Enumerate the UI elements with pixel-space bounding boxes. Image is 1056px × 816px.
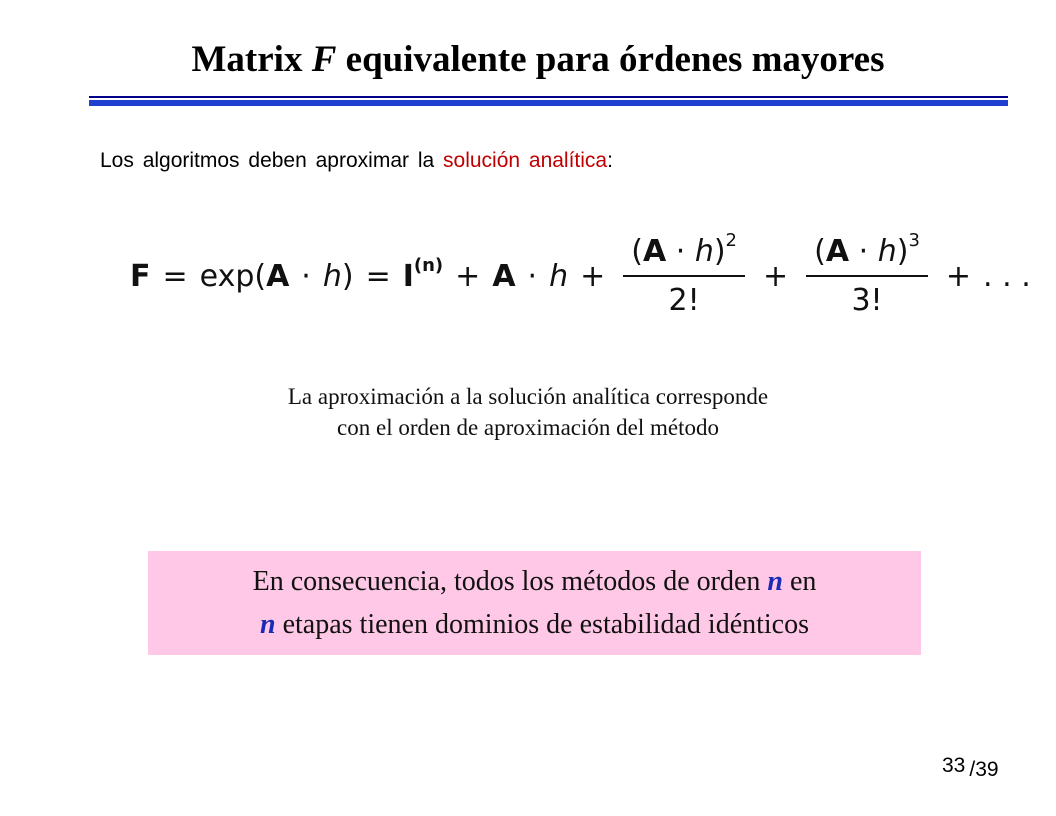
formula-plus-1: + xyxy=(455,258,481,294)
formula-A: A xyxy=(266,258,290,294)
formula xyxy=(130,226,1031,326)
title-rule-thick xyxy=(89,100,1008,106)
formula-lhs: F xyxy=(130,258,151,294)
box-line-1: En consecuencia, todos los métodos de orden n en xyxy=(252,566,817,597)
intro-end: : xyxy=(607,149,613,172)
formula-equals-2: = xyxy=(365,258,391,294)
intro-text xyxy=(100,149,613,173)
page-number xyxy=(942,754,999,781)
formula-I: I xyxy=(402,258,414,294)
intro-highlight: solución analítica xyxy=(443,149,608,172)
title-variable: F xyxy=(311,39,337,80)
title-rule-thin xyxy=(89,96,1008,98)
formula-exp-close: ) xyxy=(341,258,354,294)
box-n-2: n xyxy=(260,609,276,640)
box-line-2: n etapas tienen dominios de estabilidad idénticos xyxy=(260,609,809,640)
formula-h-2: h xyxy=(549,258,569,294)
formula-plus-3: + xyxy=(763,258,789,294)
formula-equals-1: = xyxy=(162,258,188,294)
formula-plus-2: + xyxy=(580,258,606,294)
formula-plus-4: + xyxy=(945,258,972,294)
fraction-third-order xyxy=(806,230,928,318)
fraction-second-order xyxy=(623,230,745,318)
fraction-denominator-1: 2! xyxy=(668,283,700,318)
note-text xyxy=(0,381,1056,443)
formula-I-superscript: (n) xyxy=(413,254,444,276)
page-current: 33 xyxy=(942,754,966,777)
fraction-denominator-2: 3! xyxy=(851,283,883,318)
box-n-1: n xyxy=(767,566,783,597)
title-suffix: equivalente para órdenes mayores xyxy=(336,39,885,80)
page-total: /39 xyxy=(969,758,999,781)
slide-title xyxy=(0,38,1056,81)
conclusion-box xyxy=(148,551,921,655)
formula-ellipsis: . . . xyxy=(983,258,1031,294)
formula-dot-2: · xyxy=(527,258,538,294)
formula-h: h xyxy=(322,258,342,294)
formula-dot: · xyxy=(301,258,311,294)
intro-prefix: Los algoritmos deben aproximar la xyxy=(100,149,444,172)
formula-identity xyxy=(402,254,444,294)
formula-A-2: A xyxy=(492,258,516,294)
fraction-numerator-2: $(A \cdot h)^3$ xyxy=(806,234,928,277)
title-prefix: Matrix xyxy=(191,39,312,80)
formula-exp-open: exp( xyxy=(199,258,267,294)
note-line-1: La aproximación a la solución analítica corresponde xyxy=(287,384,769,409)
note-line-2: con el orden de aproximación del método xyxy=(337,415,719,440)
fraction-numerator-1: $(A \cdot h)^2$ xyxy=(623,234,745,277)
